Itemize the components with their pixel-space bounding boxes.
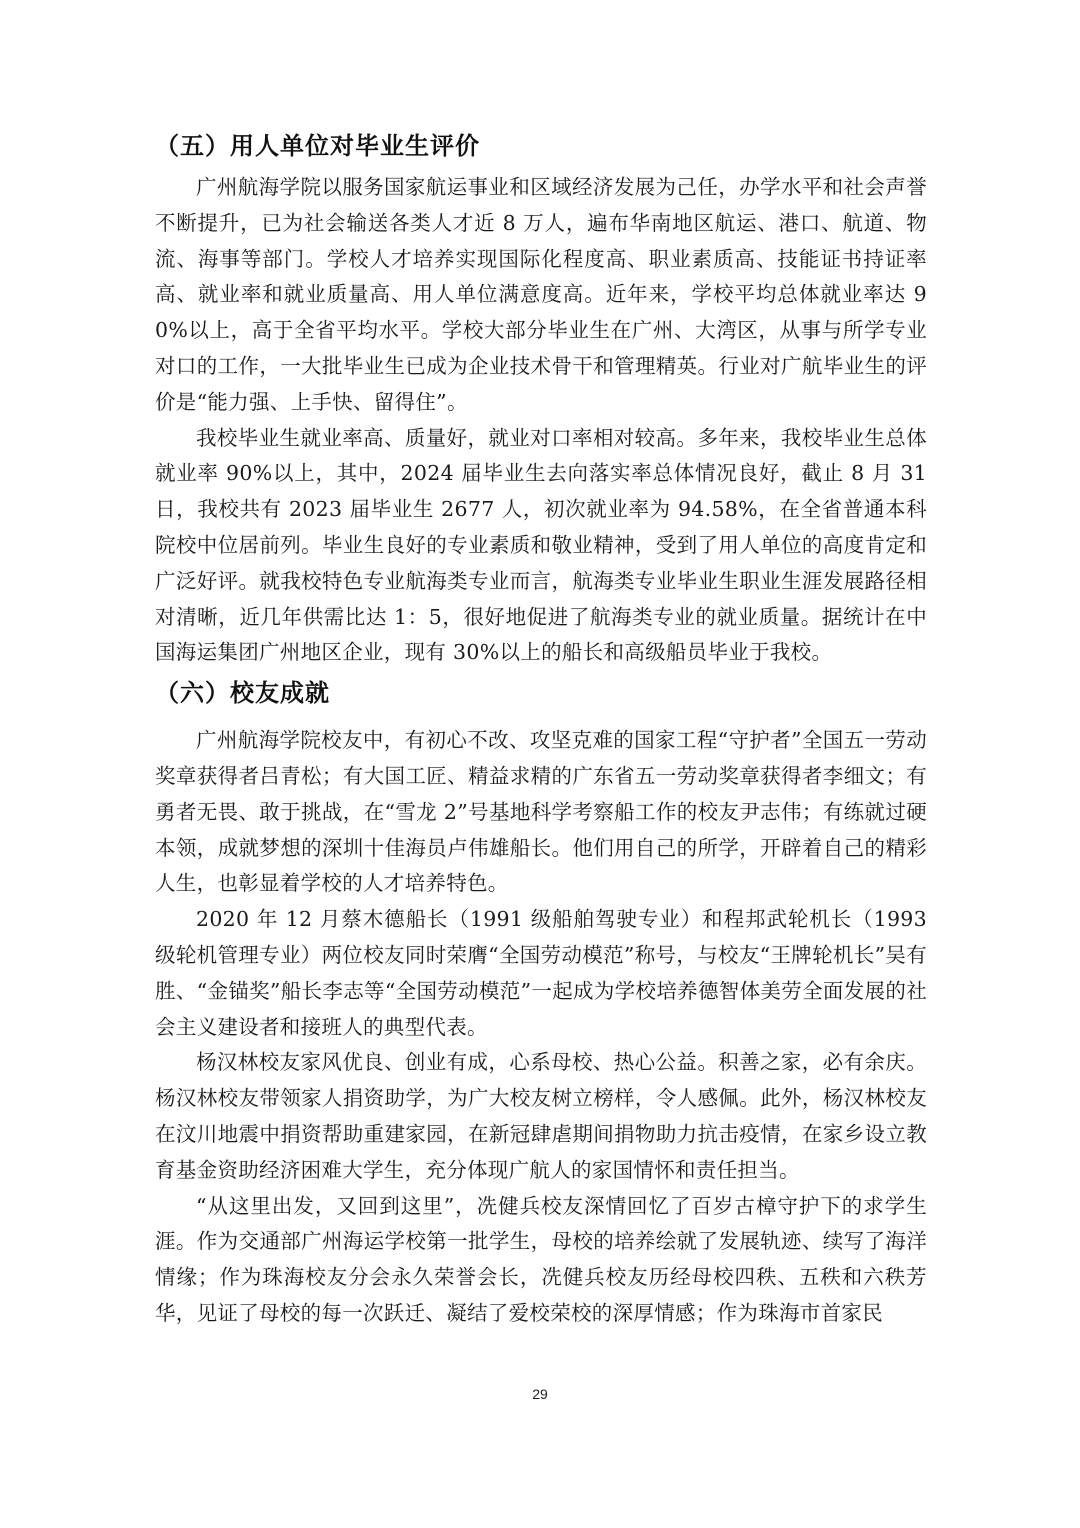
page-content [155,126,927,1332]
section-heading-alumni-achievements: （六）校友成就 [155,679,330,708]
page-number: 29 [532,1386,548,1402]
section-heading-employer-evaluation: （五）用人单位对毕业生评价 [155,132,480,160]
paragraph: 我校毕业生就业率高、质量好，就业对口率相对较高。多年来，我校毕业生总体就业率 90%以上，其中，2024 届毕业生去向落实率总体情况良好，截止 8 月 31 日，我校共有 2023 届毕业生 2677 人，初次就业率为 94.58%，在全省普通本科院校中位居前列。毕业生良好的专业素质和敬业精神，受到了用人单位的高度肯定和广泛好评。就我校特色专业航海类专业而言，航海类专业毕业生职业生涯发展路径相对清晰，近几年供需比达 1：5，很好地促进了航海类专业的就业质量。据统计在中国海运集团广州地区企业，现有 30%以上的船长和高级船员毕业于我校。 [155,425,927,665]
paragraph: 广州航海学院以服务国家航运事业和区域经济发展为己任，办学水平和社会声誉不断提升，已为社会输送各类人才近 8 万人，遍布华南地区航运、港口、航道、物流、海事等部门。学校人才培养实现国际化程度高、职业素质高、技能证书持证率高、就业率和就业质量高、用人单位满意度高。近年来，学校平均总体就业率达 90%以上，高于全省平均水平。学校大部分毕业生在广州、大湾区，从事与所学专业对口的工作，一大批毕业生已成为企业技术骨干和管理精英。行业对广航毕业生的评价是“能力强、上手快、留得住”。 [155,175,927,414]
paragraph: 2020 年 12 月蔡木德船长（1991 级船舶驾驶专业）和程邦武轮机长（1993 级轮机管理专业）两位校友同时荣膺“全国劳动模范”称号，与校友“王牌轮机长”吴有胜、“金锚奖”船长李志等“全国劳动模范”一起成为学校培养德智体美劳全面发展的社会主义建设者和接班人的典型代表。 [155,907,927,1039]
paragraph: 广州航海学院校友中，有初心不改、攻坚克难的国家工程“守护者”全国五一劳动奖章获得者吕青松；有大国工匠、精益求精的广东省五一劳动奖章获得者李细文；有勇者无畏、敢于挑战，在“雪龙 2”号基地科学考察船工作的校友尹志伟；有练就过硬本领，成就梦想的深圳十佳海员卢伟雄船长。他们用自己的所学，开辟着自己的精彩人生，也彰显着学校的人才培养特色。 [155,728,927,896]
paragraph: “从这里出发，又回到这里”，冼健兵校友深情回忆了百岁古樟守护下的求学生涯。作为交通部广州海运学校第一批学生，母校的培养绘就了发展轨迹、续写了海洋情缘；作为珠海校友分会永久荣誉会长，冼健兵校友历经母校四秩、五秩和六秩芳华，见证了母校的每一次跃迁、凝结了爱校荣校的深厚情感；作为珠海市首家民 [155,1193,927,1325]
paragraph: 杨汉林校友家风优良、创业有成，心系母校、热心公益。积善之家，必有余庆。杨汉林校友带领家人捐资助学，为广大校友树立榜样，令人感佩。此外，杨汉林校友在汶川地震中捐资帮助重建家园，在新冠肆虐期间捐物助力抗击疫情，在家乡设立教育基金资助经济困难大学生，充分体现广航人的家国情怀和责任担当。 [155,1050,927,1182]
